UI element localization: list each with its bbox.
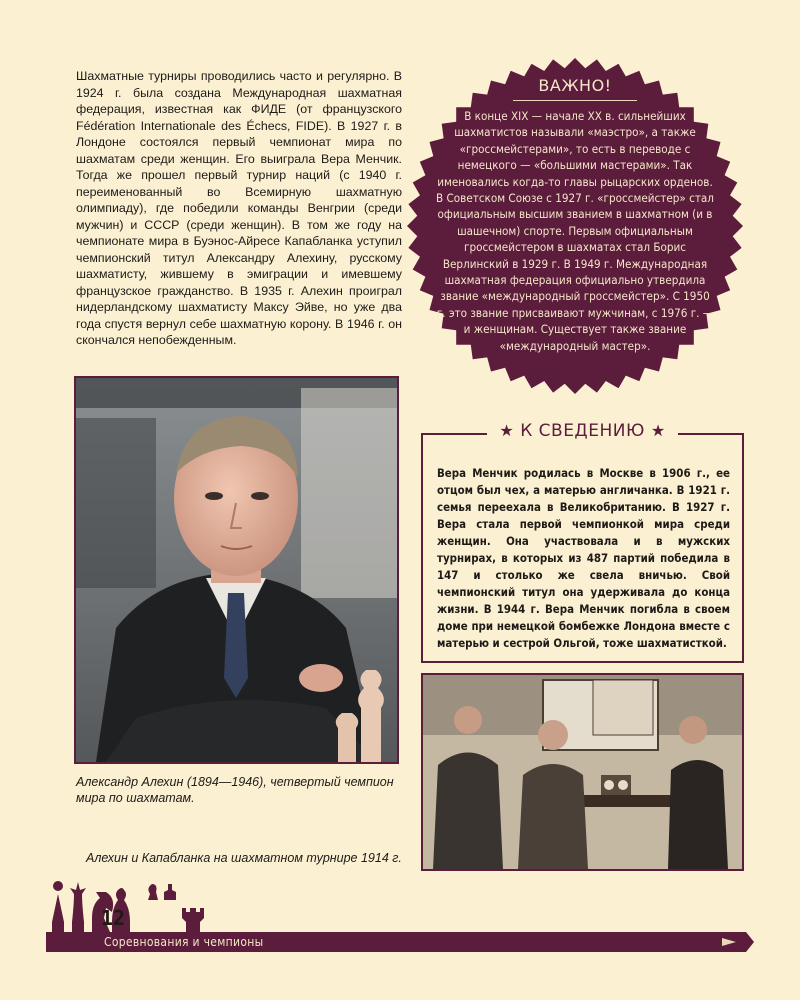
- alekhine-portrait-image: [76, 378, 397, 762]
- chess-pieces-icon: [46, 878, 206, 934]
- section-title: Соревнования и чемпионы: [104, 935, 264, 949]
- info-box: [421, 421, 744, 663]
- tournament-scene-image: [423, 675, 742, 869]
- info-text: Вера Менчик родилась в Москве в 1906 г., ее отцом был чех, а матерью англичанка. В 1921 г. семья переехала в Великобританию. В 1927 г. Вера стала первой чемпионкой мира среди женщин. Она участвовала и в мужских турнирах, в которых из 487 партий победила в 147 и столько же свела вничью. Свой чемпионский титул она удерживала до конца жизни. В 1944 г. Вера Менчик погибла в своем доме при немецкой бомбежке Лондона вместе с матерью и сестрой Ольгой, тоже шахматисткой.: [437, 466, 730, 650]
- important-callout: [405, 56, 745, 396]
- main-text: Шахматные турниры проводились часто и регулярно. В 1924 г. была создана Международная шахматная федерация, известная как ФИДЕ (от французского Fédération Internationale des Échecs, FIDE). В 1927 г. в Лондоне состоялся первый чемпионат мира по шахматам среди женщин. Его выиграла Вера Менчик. Тогда же прошел первый турнир наций (с 1940 г. переименованный во Всемирную шахматную олимпиаду), где победили команды Венгрии (среди мужчин) и СССР (среди женщин). В том же году на чемпионате мира в Буэнос-Айресе Капабланка уступил чемпионский титул Александру Алехину, русскому шахматисту, жившему в эмиграции и имевшему французское гражданство. В 1935 г. Алехин проиграл нидерландскому шахматисту Максу Эйве, но уже два года спустя вернул себе шахматную корону. В 1946 г. он скончался непобежденным.: [76, 69, 402, 347]
- star-icon: ★: [499, 421, 515, 440]
- tournament-photo: [421, 673, 744, 871]
- alekhine-photo: [74, 376, 399, 764]
- info-title: К СВЕДЕНИЮ: [520, 421, 645, 441]
- alekhine-caption: Александр Алехин (1894—1946), четвертый чемпион мира по шахматам.: [76, 775, 394, 805]
- star-icon: ★: [650, 421, 666, 440]
- important-divider: [513, 100, 637, 101]
- page-number: 12: [101, 906, 126, 930]
- info-header: [423, 421, 742, 441]
- tournament-caption: Алехин и Капабланка на шахматном турнире 1914 г.: [86, 851, 402, 865]
- important-title: ВАЖНО!: [538, 76, 612, 95]
- important-text: В конце XIX — начале XX в. сильнейших шахматистов называли «маэстро», а также «гроссмейстерами», то есть в переводе с немецкого — «большими мастерами». Так именовались когда-то главы рыцарских орденов. В Советском Союзе с 1927 г. «гроссмейстер» стал официальным высшим званием в шахматном (и в шашечном) спорте. Первым официальным гроссмейстером в шахматах стал Борис Верлинский в 1929 г. В 1949 г. Международная шахматная федерация официально утвердила звание «международный гроссмейстер». С 1950 г. это звание присваивают мужчинам, с 1976 г. — и женщинам. Существует также звание «международный мастер».: [436, 109, 714, 353]
